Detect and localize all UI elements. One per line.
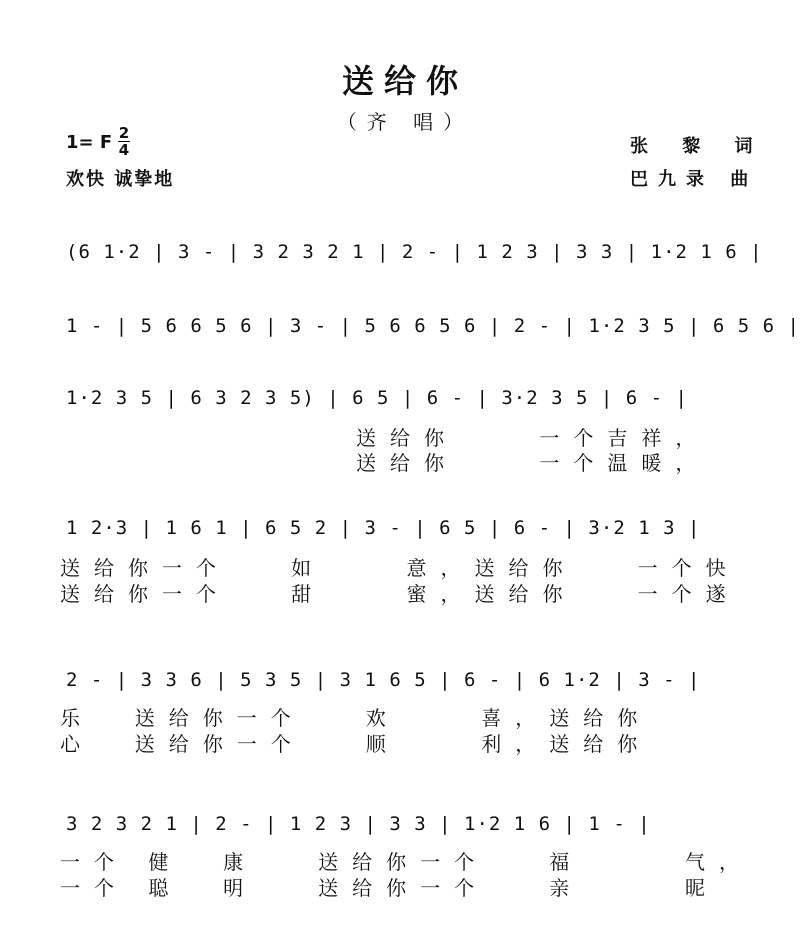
- lyric-line-5a: 乐 送给你一个 欢 喜，送给你: [60, 706, 652, 730]
- lyric-line-4a: 送给你一个 如 意，送给你 一个快: [60, 556, 740, 580]
- time-denominator: 4: [118, 141, 130, 159]
- notation-line-5: 2 - | 3 3 6 | 5 3 5 | 3 1 6 5 | 6 - | 6 1·2 | 3 - |: [66, 669, 701, 691]
- time-numerator: 2: [118, 124, 130, 142]
- lyric-line-3b: 送给你 一个温暖，: [356, 451, 710, 475]
- lyric-line-3a: 送给你 一个吉祥，: [356, 426, 710, 450]
- lyric-line-4b: 送给你一个 甜 蜜，送给你 一个遂: [60, 582, 740, 606]
- notation-line-1: (6 1·2 | 3 - | 3 2 3 2 1 | 2 - | 1 2 3 | 3 3 | 1·2 1 6 |: [66, 241, 763, 263]
- notation-line-6: 3 2 3 2 1 | 2 - | 1 2 3 | 3 3 | 1·2 1 6 | 1 - |: [66, 813, 651, 835]
- lyricist-credit: 张 黎 词: [630, 136, 767, 157]
- lyric-line-5b: 心 送给你一个 顺 利，送给你: [60, 732, 652, 756]
- song-subtitle: （齐 唱）: [336, 110, 474, 134]
- lyric-line-6a: 一个 健 康 送给你一个 福 气，: [60, 850, 754, 874]
- song-title: 送给你: [341, 62, 468, 100]
- notation-line-3: 1·2 3 5 | 6 3 2 3 5) | 6 5 | 6 - | 3·2 3 5 | 6 - |: [66, 387, 688, 409]
- notation-line-4: 1 2·3 | 1 6 1 | 6 5 2 | 3 - | 6 5 | 6 - | 3·2 1 3 |: [66, 517, 701, 539]
- lyric-line-6b: 一个 聪 明 送给你一个 亲 昵: [60, 876, 720, 900]
- time-signature: [118, 126, 130, 157]
- composer-credit: 巴九录 曲: [630, 169, 759, 190]
- tempo-mark: 欢快 诚挚地: [66, 169, 175, 190]
- notation-line-2: 1 - | 5 6 6 5 6 | 3 - | 5 6 6 5 6 | 2 - | 1·2 3 5 | 6 5 6 |: [66, 315, 800, 337]
- key-signature: 1= F: [66, 132, 113, 153]
